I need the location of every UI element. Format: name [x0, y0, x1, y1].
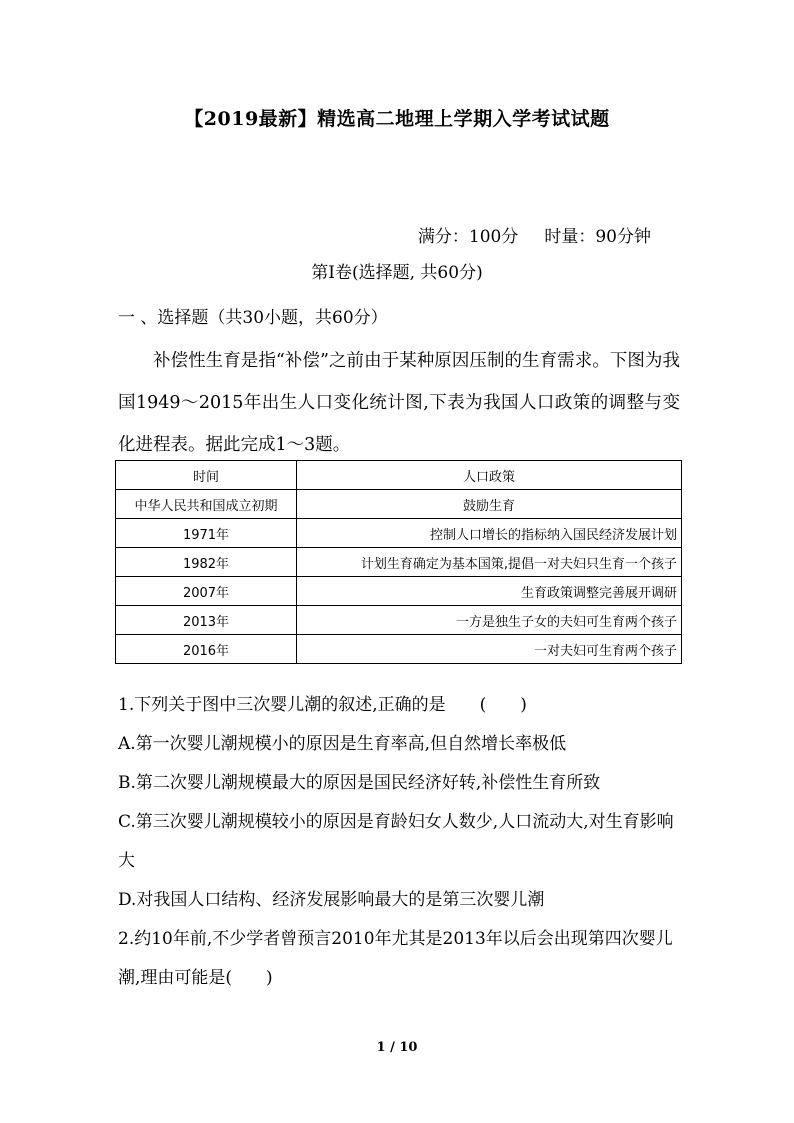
intro-paragraph: 补偿性生育是指“补偿”之前由于某种原因压制的生育需求。下图为我国1949～2015年出生人口变化统计图,下表为我国人口政策的调整与变化进程表。据此完成1～3题。 — [118, 351, 680, 455]
table-header-time: 时间 — [116, 461, 297, 490]
table-cell-time: 中华人民共和国成立初期 — [116, 490, 297, 519]
full-score: 满分：100分 — [417, 227, 519, 247]
table-cell-time: 2013年 — [116, 606, 297, 635]
question-2-stem: 2.约10年前,不少学者曾预言2010年尤其是2013年以后会出现第四次婴儿潮,理由可能是( ) — [118, 929, 673, 988]
question-1-stem: 1.下列关于图中三次婴儿潮的叙述,正确的是 ( ) — [118, 695, 527, 715]
table-row — [116, 548, 682, 577]
question-1-option-c: C.第三次婴儿潮规模较小的原因是育龄妇女人数少,人口流动大,对生育影响大 — [118, 812, 674, 871]
table-cell-time: 1971年 — [116, 519, 297, 548]
section-heading: 一 、选择题（共30小题，共60分） — [118, 308, 388, 328]
table-cell-policy: 生育政策调整完善展开调研 — [297, 577, 682, 606]
question-1-option-b: B.第二次婴儿潮规模最大的原因是国民经济好转,补偿性生育所致 — [118, 773, 601, 793]
question-1-option-d: D.对我国人口结构、经济发展影响最大的是第三次婴儿潮 — [118, 890, 545, 910]
table-cell-policy: 一方是独生子女的夫妇可生育两个孩子 — [297, 606, 682, 635]
policy-table — [115, 460, 682, 664]
volume-title: 第Ⅰ卷(选择题, 共60分) — [311, 263, 483, 283]
table-row — [116, 519, 682, 548]
table-header-policy: 人口政策 — [297, 461, 682, 490]
table-cell-time: 1982年 — [116, 548, 297, 577]
page-number: 1 / 10 — [376, 1040, 418, 1055]
time-limit: 时量：90分钟 — [544, 227, 651, 247]
table-row — [116, 490, 682, 519]
table-cell-policy: 计划生育确定为基本国策,提倡一对夫妇只生育一个孩子 — [297, 548, 682, 577]
table-header-row — [116, 461, 682, 490]
table-row — [116, 635, 682, 664]
table-cell-policy: 一对夫妇可生育两个孩子 — [297, 635, 682, 664]
table-cell-policy: 鼓励生育 — [297, 490, 682, 519]
questions — [118, 686, 680, 998]
table-cell-policy: 控制人口增长的指标纳入国民经济发展计划 — [297, 519, 682, 548]
page-title: 【2019最新】精选高二地理上学期入学考试试题 — [184, 108, 610, 130]
question-1-option-a: A.第一次婴儿潮规模小的原因是生育率高,但自然增长率极低 — [118, 734, 567, 754]
score-line — [418, 222, 651, 247]
table-row — [116, 606, 682, 635]
table-cell-time: 2007年 — [116, 577, 297, 606]
table-row — [116, 577, 682, 606]
table-cell-time: 2016年 — [116, 635, 297, 664]
